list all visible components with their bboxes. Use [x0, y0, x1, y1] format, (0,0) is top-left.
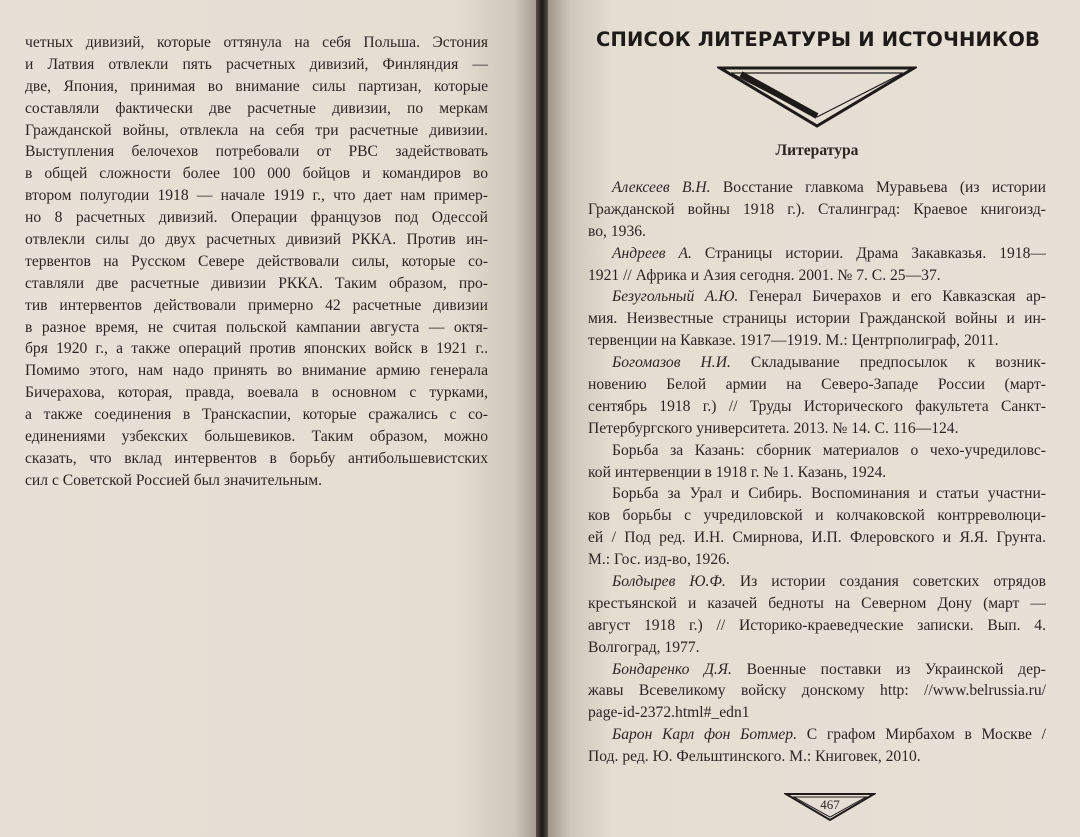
- entry-text: Из истории создания советских отрядов: [739, 573, 1046, 591]
- entry-text: 1921 // Африка и Азия сегодня. 2001. № 7. С. 25—37.: [588, 266, 941, 284]
- entry-text: Складывание предпосылок к возник-: [750, 354, 1046, 372]
- entry-line: [588, 483, 1046, 505]
- subsection-heading: Литература: [775, 142, 859, 159]
- text-line: втором полугодии 1918 — начале 1919 г., что дает нам пример-: [25, 187, 488, 205]
- bibliography-entry: [588, 352, 1046, 440]
- text-line: Гражданской войны, отвлекла на себя три расчетные дивизии.: [25, 121, 488, 139]
- entry-line: [588, 527, 1046, 549]
- entry-line: [588, 680, 1046, 702]
- text-line: Помимо этого, нам надо принять во внимание армию генерала: [25, 362, 488, 380]
- section-heading: СПИСОК ЛИТЕРАТУРЫ И ИСТОЧНИКОВ: [595, 28, 1041, 51]
- entry-line: [588, 440, 1046, 462]
- entry-line: [588, 637, 1046, 659]
- text-line: но 8 расчетных дивизий. Операции французов под Одессой: [25, 209, 488, 227]
- entry-text: крестьянской и казачей бедноты на Северном Дону (март —: [588, 594, 1046, 612]
- entry-text: Под. ред. Ю. Фельштинского. М.: Книговек, 2010.: [588, 748, 921, 766]
- entry-text: мия. Неизвестные страницы истории Гражданской войны и ин-: [588, 310, 1046, 328]
- entry-line: [588, 549, 1046, 571]
- entry-text: Борьба за Урал и Сибирь. Воспоминания и статьи участни-: [612, 485, 1046, 503]
- entry-text: новению Белой армии на Северо-Западе России (март-: [588, 376, 1046, 394]
- entry-line: [588, 593, 1046, 615]
- bibliography-entry: [588, 724, 1046, 768]
- entry-text: М.: Гос. изд-во, 1926.: [588, 551, 730, 569]
- entry-line: [588, 221, 1046, 243]
- text-line: единениями узбекских большевиков. Таким образом, можно: [25, 428, 488, 446]
- text-line: отвлекли силы до двух расчетных дивизий РККА. Против ин-: [25, 231, 488, 249]
- bibliography-entry: [588, 659, 1046, 725]
- text-line: Бичерахова, которая, правда, воевала в основном с турками,: [25, 384, 488, 402]
- entry-line: [588, 659, 1046, 681]
- bibliography-entry: [588, 286, 1046, 352]
- entry-text: август 1918 г.) // Историко-краеведческие записки. Вып. 4.: [588, 616, 1046, 634]
- entry-line: [588, 746, 1046, 768]
- right-page: [548, 0, 1080, 837]
- entry-line: [588, 199, 1046, 221]
- bibliography-entry: [588, 571, 1046, 659]
- text-line: бря 1920 г., а также операций против японских войск в 1921 г..: [25, 340, 488, 358]
- entry-text: Гражданской войны 1918 г.). Сталинград: Краевое книгоизд-: [588, 200, 1046, 218]
- entry-line: [588, 418, 1046, 440]
- text-line: составляли фактически две расчетные дивизии, по меркам: [25, 99, 488, 117]
- book-gutter: [536, 0, 548, 837]
- bibliography-list: [588, 177, 1046, 768]
- entry-text: ей / Под ред. И.Н. Смирнова, И.П. Флеровского и Я.Я. Грунта.: [588, 529, 1046, 547]
- bibliography-entry: [588, 177, 1046, 243]
- page-number-badge: [784, 792, 876, 822]
- triangle-ornament: [717, 65, 917, 129]
- text-line: сил с Советской Россией был значительным.: [25, 471, 323, 489]
- text-line: Выступления белочехов потребовали от РВС задействовать: [25, 143, 488, 161]
- entry-line: [588, 396, 1046, 418]
- bibliography-section: [588, 28, 1046, 768]
- page-number: 467: [820, 797, 840, 812]
- entry-text: page-id-2372.html#_edn1: [588, 704, 750, 722]
- entry-text: Волгоград, 1977.: [588, 638, 700, 656]
- entry-line: [588, 265, 1046, 287]
- text-line: тервентов на Русском Севере действовали силы, которые со-: [25, 252, 488, 270]
- text-line: тив интервентов действовали примерно 42 расчетные дивизии: [25, 296, 488, 314]
- text-line: ставляли две расчетные дивизии РККА. Таким образом, про-: [25, 274, 488, 292]
- entry-text: жавы Всевеликому войску донскому http: //www.belrussia.ru/: [588, 682, 1046, 700]
- entry-line: [588, 724, 1046, 746]
- entry-text: сентябрь 1918 г.) // Труды Исторического факультета Санкт-: [588, 397, 1046, 415]
- entry-author: Алексеев В.Н.: [612, 179, 711, 196]
- entry-line: [588, 286, 1046, 308]
- entry-line: [588, 308, 1046, 330]
- entry-text: кой интервенции в 1918 г. № 1. Казань, 1924.: [588, 463, 887, 481]
- bibliography-entry: [588, 483, 1046, 571]
- text-line: а также соединения в Транскаспии, которые сражались с со-: [25, 406, 488, 424]
- entry-author: Безугольный А.Ю.: [612, 288, 739, 306]
- entry-text: Страницы истории. Драма Закавказья. 1918—: [704, 244, 1046, 262]
- left-page-text: [25, 32, 488, 492]
- entry-text: Военные поставки из Украинской дер-: [746, 660, 1046, 678]
- entry-text: тервенции на Кавказе. 1917—1919. М.: Центрполиграф, 2011.: [588, 332, 999, 350]
- entry-line: [588, 374, 1046, 396]
- left-page: [0, 0, 536, 837]
- text-line: четных дивизий, которые оттянула на себя Польша. Эстония: [25, 34, 488, 51]
- entry-text: во, 1936.: [588, 222, 646, 240]
- entry-line: [588, 571, 1046, 593]
- entry-line: [588, 243, 1046, 265]
- entry-author: Бондаренко Д.Я.: [612, 660, 732, 678]
- entry-author: Барон Карл фон Ботмер.: [612, 726, 797, 744]
- entry-line: [588, 702, 1046, 724]
- entry-text: ков борьбы с учредиловской и колчаковской контрреволюци-: [588, 507, 1046, 525]
- entry-text: Генерал Бичерахов и его Кавказская ар-: [748, 288, 1046, 306]
- entry-text: С графом Мирбахом в Москве /: [806, 726, 1046, 744]
- text-line: и Латвия отвлекли пять расчетных дивизий, Финляндия —: [25, 55, 488, 73]
- entry-line: [588, 505, 1046, 527]
- entry-line: [588, 330, 1046, 352]
- bibliography-entry: [588, 243, 1046, 287]
- entry-author: Болдырев Ю.Ф.: [612, 573, 726, 591]
- text-line: сказать, что вклад интервентов в борьбу антибольшевистских: [25, 449, 488, 467]
- entry-line: [588, 615, 1046, 637]
- text-line: две, Япония, принимая во внимание силы партизан, которые: [25, 77, 488, 95]
- entry-line: [588, 462, 1046, 484]
- entry-line: [588, 177, 1046, 199]
- text-line: в общей сложности более 100 000 бойцов и командиров во: [25, 165, 488, 183]
- entry-line: [588, 352, 1046, 374]
- bibliography-entry: [588, 440, 1046, 484]
- entry-text: Восстание главкома Муравьева (из истории: [722, 179, 1046, 196]
- entry-text: Борьба за Казань: сборник материалов о чехо-учредиловс-: [612, 441, 1046, 459]
- entry-text: Петербургского университета. 2013. № 14. С. 116—124.: [588, 419, 959, 437]
- text-line: в разное время, не считая польской кампании августа — октя-: [25, 318, 488, 336]
- entry-author: Андреев А.: [612, 244, 692, 262]
- entry-author: Богомазов Н.И.: [612, 354, 731, 372]
